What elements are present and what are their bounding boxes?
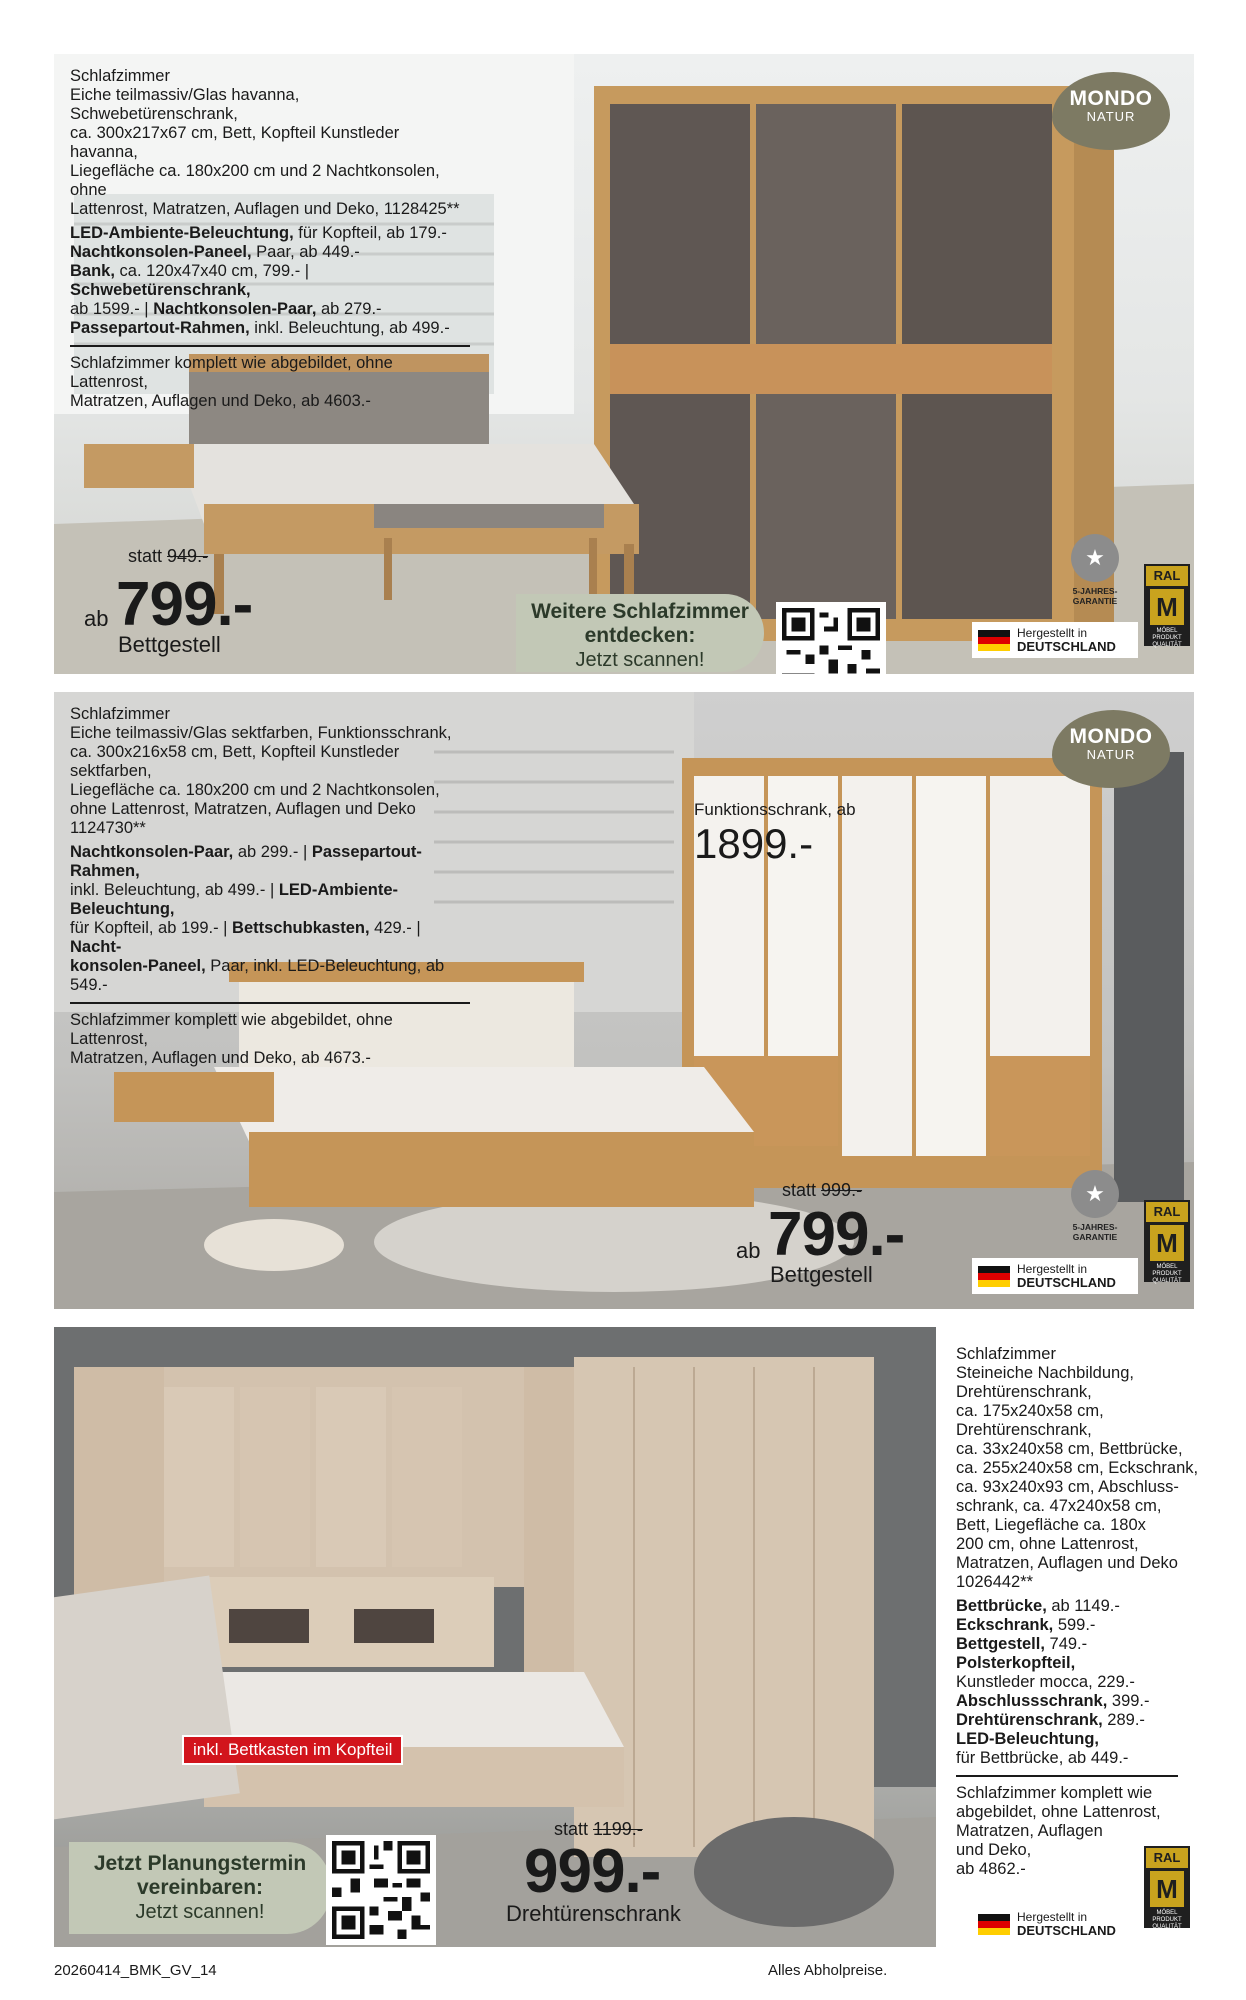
description-line: Steineiche Nachbildung,	[956, 1364, 1134, 1382]
option-line: Kunstleder mocca, 229.-	[956, 1673, 1135, 1691]
made-in-germany-badge: Hergestellt in DEUTSCHLAND	[972, 622, 1138, 658]
description-line: ca. 33x240x58 cm, Bettbrücke,	[956, 1440, 1183, 1458]
option-line: LED-Ambiente-Beleuchtung, für Kopfteil, ab 179.-	[70, 224, 447, 242]
bedroom-havanna-panel	[54, 54, 1194, 674]
option-line: Passepartout-Rahmen, inkl. Beleuchtung, ab 499.-	[70, 319, 450, 337]
product-description	[70, 67, 470, 411]
option-line: ab 1599.- | Nachtkonsolen-Paar, ab 279.-	[70, 300, 382, 318]
divider	[956, 1775, 1178, 1777]
guarantee-icon: ★	[1071, 534, 1119, 582]
german-flag-icon	[978, 1266, 1010, 1287]
description-line: ca. 93x240x93 cm, Abschluss-	[956, 1478, 1179, 1496]
price-label: Bettgestell	[118, 632, 221, 657]
option-line: LED-Beleuchtung,	[956, 1730, 1099, 1748]
description-line: Bett, Liegefläche ca. 180x	[956, 1516, 1146, 1534]
planning-appointment-cta[interactable]: Jetzt Planungstermin vereinbaren: Jetzt scannen!	[69, 1842, 331, 1934]
mondo-natur-logo: MONDO NATUR	[1052, 710, 1170, 788]
german-flag-icon	[978, 1914, 1010, 1935]
description-line: Drehtürenschrank,	[956, 1383, 1092, 1401]
description-line: Drehtürenschrank,	[956, 1421, 1092, 1439]
option-line: Bank, ca. 120x47x40 cm, 799.- | Schwebetürenschrank,	[70, 262, 310, 299]
description-line: ca. 300x216x58 cm, Bett, Kopfteil Kunstleder sektfarben,	[70, 743, 400, 780]
description-line: ca. 255x240x58 cm, Eckschrank,	[956, 1459, 1199, 1477]
catalog-code: 20260414_BMK_GV_14	[54, 1962, 217, 1979]
wardrobe-price-label: Funktionsschrank, ab	[694, 800, 856, 819]
description-line: Eiche teilmassiv/Glas sektfarben, Funktionsschrank,	[70, 724, 452, 742]
description-line: ca. 175x240x58 cm,	[956, 1402, 1104, 1420]
complete-line: und Deko,	[956, 1841, 1032, 1859]
complete-line: Matratzen, Auflagen	[956, 1822, 1103, 1840]
option-line: für Bettbrücke, ab 449.-	[956, 1749, 1129, 1767]
product-description	[70, 705, 470, 1068]
made-in-germany-badge: Hergestellt in DEUTSCHLAND	[972, 1906, 1138, 1942]
description-line: ohne Lattenrost, Matratzen, Auflagen und Deko	[70, 800, 416, 818]
price-label: Drehtürenschrank	[506, 1901, 681, 1926]
guarantee-badge: ★ 5-JAHRES- GARANTIE	[1036, 1170, 1154, 1242]
guarantee-icon: ★	[1071, 1170, 1119, 1218]
complete-line: Schlafzimmer komplett wie	[956, 1784, 1153, 1802]
bettkasten-tag: inkl. Bettkasten im Kopfteil	[182, 1735, 403, 1765]
option-line: für Kopfteil, ab 199.- | Bettschubkasten, 429.- | Nacht-	[70, 919, 421, 956]
description-line: 1026442**	[956, 1573, 1034, 1591]
complete-line: Matratzen, Auflagen und Deko, ab 4603.-	[70, 392, 371, 410]
option-line: Nachtkonsolen-Paar, ab 299.- | Passepartout-Rahmen,	[70, 843, 422, 880]
wardrobe-price: 1899.-	[694, 820, 814, 867]
qr-code-icon[interactable]	[776, 602, 886, 674]
description-line: Matratzen, Auflagen und Deko	[956, 1554, 1178, 1572]
description-line: 200 cm, ohne Lattenrost,	[956, 1535, 1139, 1553]
old-price: statt 1199.-	[554, 1819, 643, 1839]
option-line: Abschlussschrank, 399.-	[956, 1692, 1150, 1710]
price: 799.-	[116, 570, 253, 639]
option-line: Polsterkopfteil,	[956, 1654, 1076, 1672]
price: 999.-	[524, 1837, 661, 1906]
complete-line: Schlafzimmer komplett wie abgebildet, ohne Lattenrost,	[70, 354, 393, 391]
ral-quality-seal: RAL M MÖBEL PRODUKT QUALITÄT	[1144, 564, 1190, 646]
made-in-germany-badge: Hergestellt in DEUTSCHLAND	[972, 1258, 1138, 1294]
complete-line: ab 4862.-	[956, 1860, 1026, 1878]
price-prefix: ab	[736, 1238, 761, 1263]
option-line: konsolen-Paneel, Paar, inkl. LED-Beleuchtung, ab 549.-	[70, 957, 445, 994]
option-line: Eckschrank, 599.-	[956, 1616, 1096, 1634]
description-line: Liegefläche ca. 180x200 cm und 2 Nachtkonsolen,	[70, 781, 440, 799]
divider	[70, 345, 470, 347]
old-price: statt 999.-	[782, 1180, 863, 1200]
option-line: inkl. Beleuchtung, ab 499.- | LED-Ambiente-Beleuchtung,	[70, 881, 399, 918]
divider	[70, 1002, 470, 1004]
pickup-price-note: Alles Abholpreise.	[768, 1962, 888, 1979]
option-line: Bettgestell, 749.-	[956, 1635, 1088, 1653]
option-line: Nachtkonsolen-Paneel, Paar, ab 449.-	[70, 243, 360, 261]
product-heading: Schlafzimmer	[70, 705, 170, 723]
more-bedrooms-cta[interactable]: Weitere Schlafzimmer entdecken: Jetzt scannen!	[516, 594, 764, 672]
product-description-steineiche	[956, 1345, 1236, 1879]
bedroom-sektfarben-panel	[54, 692, 1194, 1309]
price-label: Bettgestell	[770, 1262, 873, 1287]
complete-line: abgebildet, ohne Lattenrost,	[956, 1803, 1161, 1821]
product-heading: Schlafzimmer	[956, 1345, 1056, 1363]
mondo-natur-logo: MONDO NATUR	[1052, 72, 1170, 150]
german-flag-icon	[978, 630, 1010, 651]
guarantee-badge: ★ 5-JAHRES- GARANTIE	[1036, 534, 1154, 606]
description-line: schrank, ca. 47x240x58 cm,	[956, 1497, 1162, 1515]
old-price: statt 949.-	[128, 546, 209, 566]
ral-quality-seal: RAL M MÖBEL PRODUKT QUALITÄT	[1144, 1846, 1190, 1928]
product-heading: Schlafzimmer	[70, 67, 170, 85]
description-line: Eiche teilmassiv/Glas havanna, Schwebetürenschrank,	[70, 86, 300, 123]
option-line: Drehtürenschrank, 289.-	[956, 1711, 1145, 1729]
complete-line: Schlafzimmer komplett wie abgebildet, ohne Lattenrost,	[70, 1011, 393, 1048]
price-prefix: ab	[84, 606, 109, 631]
description-line: Lattenrost, Matratzen, Auflagen und Deko, 1128425**	[70, 200, 460, 218]
qr-code-icon[interactable]	[326, 1835, 436, 1945]
description-line: 1124730**	[70, 819, 146, 837]
bedroom-steineiche-panel	[54, 1327, 936, 1947]
price: 799.-	[768, 1200, 905, 1269]
description-line: ca. 300x217x67 cm, Bett, Kopfteil Kunstleder havanna,	[70, 124, 400, 161]
complete-line: Matratzen, Auflagen und Deko, ab 4673.-	[70, 1049, 371, 1067]
ral-quality-seal: RAL M MÖBEL PRODUKT QUALITÄT	[1144, 1200, 1190, 1282]
description-line: Liegefläche ca. 180x200 cm und 2 Nachtkonsolen, ohne	[70, 162, 440, 199]
option-line: Bettbrücke, ab 1149.-	[956, 1597, 1120, 1615]
